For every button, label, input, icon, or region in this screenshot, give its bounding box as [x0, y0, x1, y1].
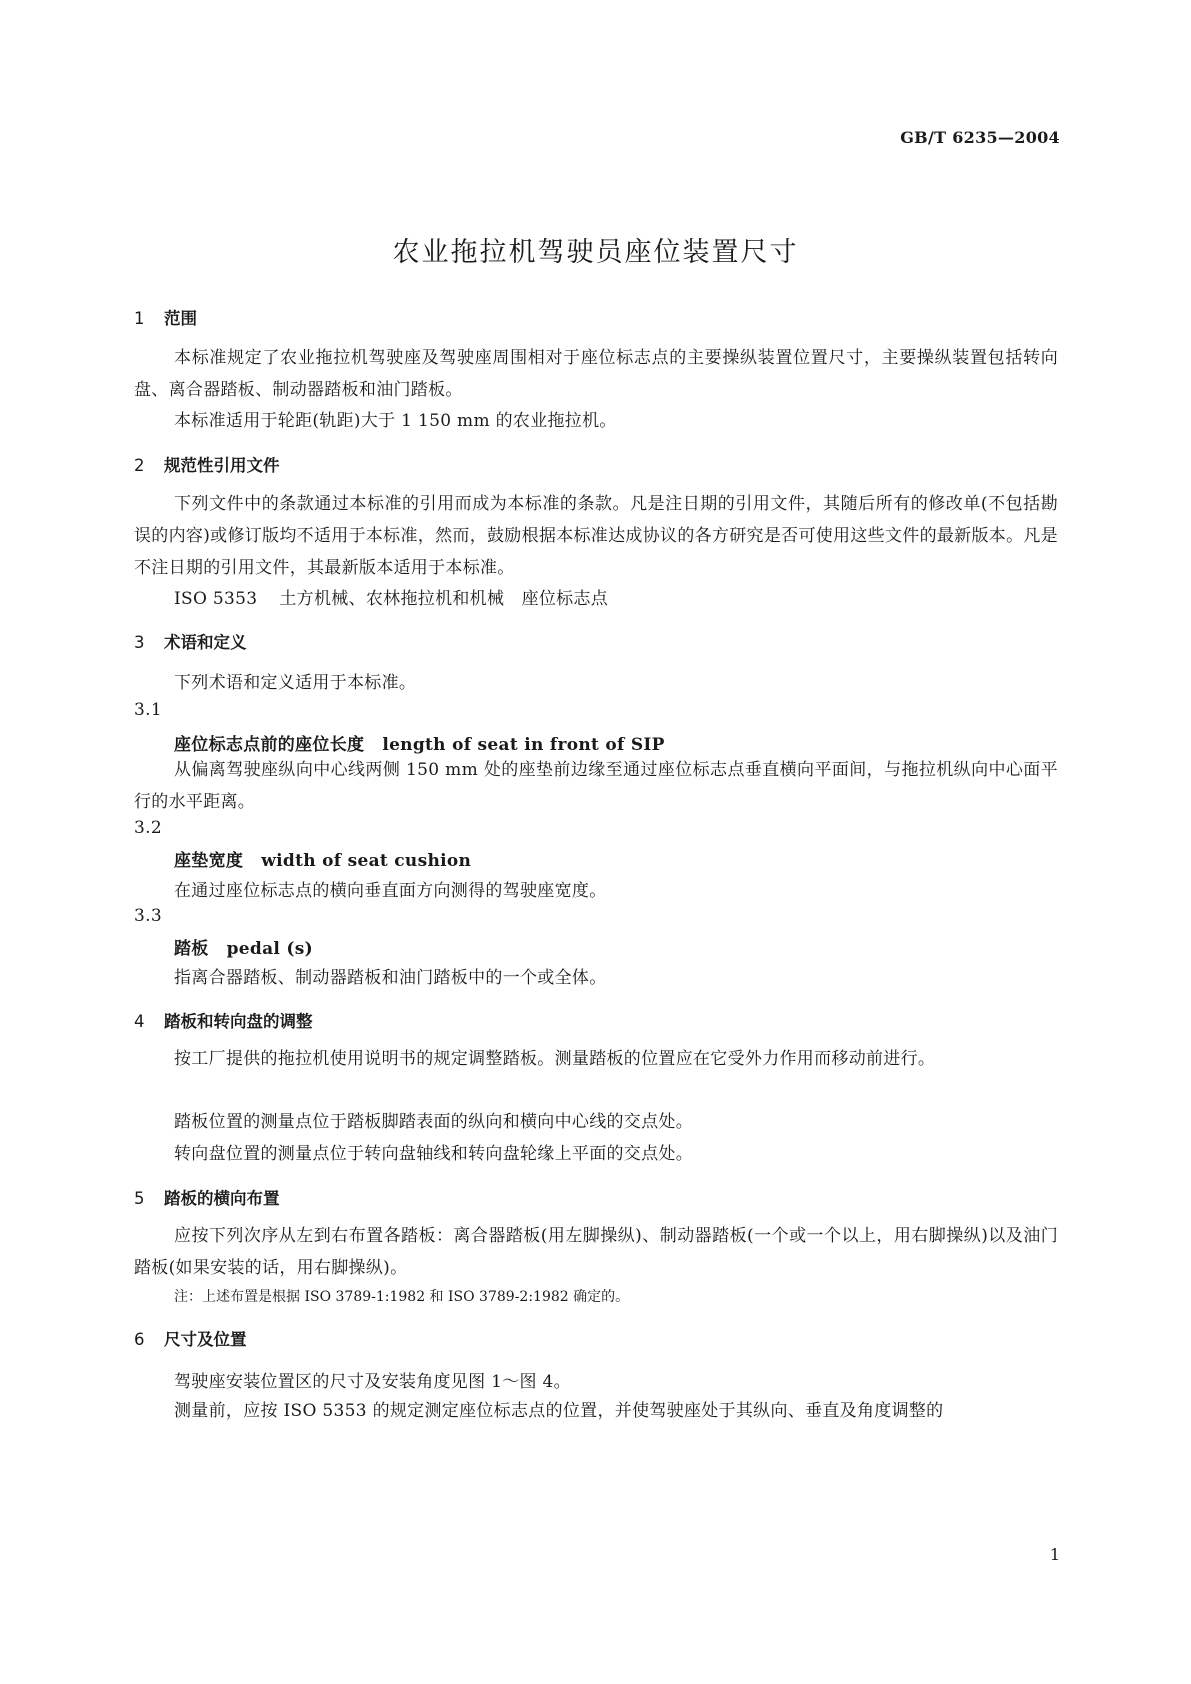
section-6-paragraph-2: 测量前，应按 ISO 5353 的规定测定座位标志点的位置，并使驾驶座处于其纵向、垂直及角度调整的: [174, 1401, 944, 1421]
term-number: 3.2: [134, 818, 162, 838]
term-heading: [174, 846, 471, 871]
section-6-paragraph-1: 驾驶座安装位置区的尺寸及安装角度见图 1～图 4。: [174, 1372, 571, 1392]
section-5-heading: [134, 1185, 280, 1209]
section-4-paragraph-2: 踏板位置的测量点位于踏板脚踏表面的纵向和横向中心线的交点处。: [174, 1112, 693, 1132]
section-number: 5: [134, 1189, 145, 1208]
section-5-note: 注：上述布置是根据 ISO 3789-1:1982 和 ISO 3789-2:1982 确定的。: [174, 1289, 630, 1305]
section-4-paragraph-1: 按工厂提供的拖拉机使用说明书的规定调整踏板。测量踏板的位置应在它受外力作用而移动前进行。: [174, 1049, 936, 1069]
section-title: 术语和定义: [164, 633, 247, 652]
section-3-intro: 下列术语和定义适用于本标准。: [174, 673, 417, 693]
term-chinese: 踏板: [174, 939, 209, 959]
term-chinese: 座垫宽度: [174, 851, 244, 871]
document-title: 农业拖拉机驾驶员座位装置尺寸: [392, 237, 799, 268]
section-title: 踏板和转向盘的调整: [164, 1012, 313, 1031]
section-number: 4: [134, 1012, 145, 1031]
section-number: 6: [134, 1330, 145, 1349]
section-3-heading: [134, 629, 247, 653]
term-chinese: 座位标志点前的座位长度: [174, 735, 365, 755]
section-4-heading: [134, 1008, 313, 1032]
normative-reference: [174, 584, 608, 609]
reference-code: ISO 5353: [174, 589, 258, 609]
section-2-heading: [134, 452, 280, 476]
term-english: pedal (s): [226, 939, 313, 959]
term-definition: 从偏离驾驶座纵向中心线两侧 150 mm 处的座垫前边缘至通过座位标志点垂直横向平面间，与拖拉机纵向中心面平行的水平距离。: [134, 760, 1058, 812]
section-title: 规范性引用文件: [164, 456, 280, 475]
section-number: 1: [134, 309, 145, 328]
section-title: 范围: [164, 309, 197, 328]
section-2-paragraph-1: 下列文件中的条款通过本标准的引用而成为本标准的条款。凡是注日期的引用文件，其随后所有的修改单(不包括勘误的内容)或修订版均不适用于本标准，然而，鼓励根据本标准达成协议的各方研究是否可使用这些文件的最新版本。凡是不注日期的引用文件，其最新版本适用于本标准。: [134, 494, 1058, 578]
standard-number: GB/T 6235—2004: [900, 128, 1060, 147]
term-english: width of seat cushion: [261, 851, 472, 871]
term-definition: 指离合器踏板、制动器踏板和油门踏板中的一个或全体。: [174, 968, 607, 988]
section-5-paragraph-1: 应按下列次序从左到右布置各踏板：离合器踏板(用左脚操纵)、制动器踏板(一个或一个以上，用右脚操纵)以及油门踏板(如果安装的话，用右脚操纵)。: [134, 1226, 1058, 1278]
term-number: 3.1: [134, 700, 162, 720]
section-1-heading: [134, 305, 197, 329]
section-title: 踏板的横向布置: [164, 1189, 280, 1208]
term-definition: 在通过座位标志点的横向垂直面方向测得的驾驶座宽度。: [174, 881, 607, 901]
section-1-paragraph-1: 本标准规定了农业拖拉机驾驶座及驾驶座周围相对于座位标志点的主要操纵装置位置尺寸，主要操纵装置包括转向盘、离合器踏板、制动器踏板和油门踏板。: [134, 348, 1058, 400]
reference-title: 土方机械、农林拖拉机和机械 座位标志点: [279, 589, 609, 609]
section-4-paragraph-3: 转向盘位置的测量点位于转向盘轴线和转向盘轮缘上平面的交点处。: [174, 1144, 693, 1164]
section-6-heading: [134, 1326, 247, 1350]
term-heading: [174, 730, 665, 755]
section-number: 2: [134, 456, 145, 475]
term-number: 3.3: [134, 906, 162, 926]
page-number: 1: [1049, 1545, 1060, 1564]
term-heading: [174, 934, 313, 959]
section-1-paragraph-2: 本标准适用于轮距(轨距)大于 1 150 mm 的农业拖拉机。: [174, 411, 617, 431]
section-number: 3: [134, 633, 145, 652]
term-english: length of seat in front of SIP: [382, 735, 665, 755]
section-title: 尺寸及位置: [164, 1330, 247, 1349]
